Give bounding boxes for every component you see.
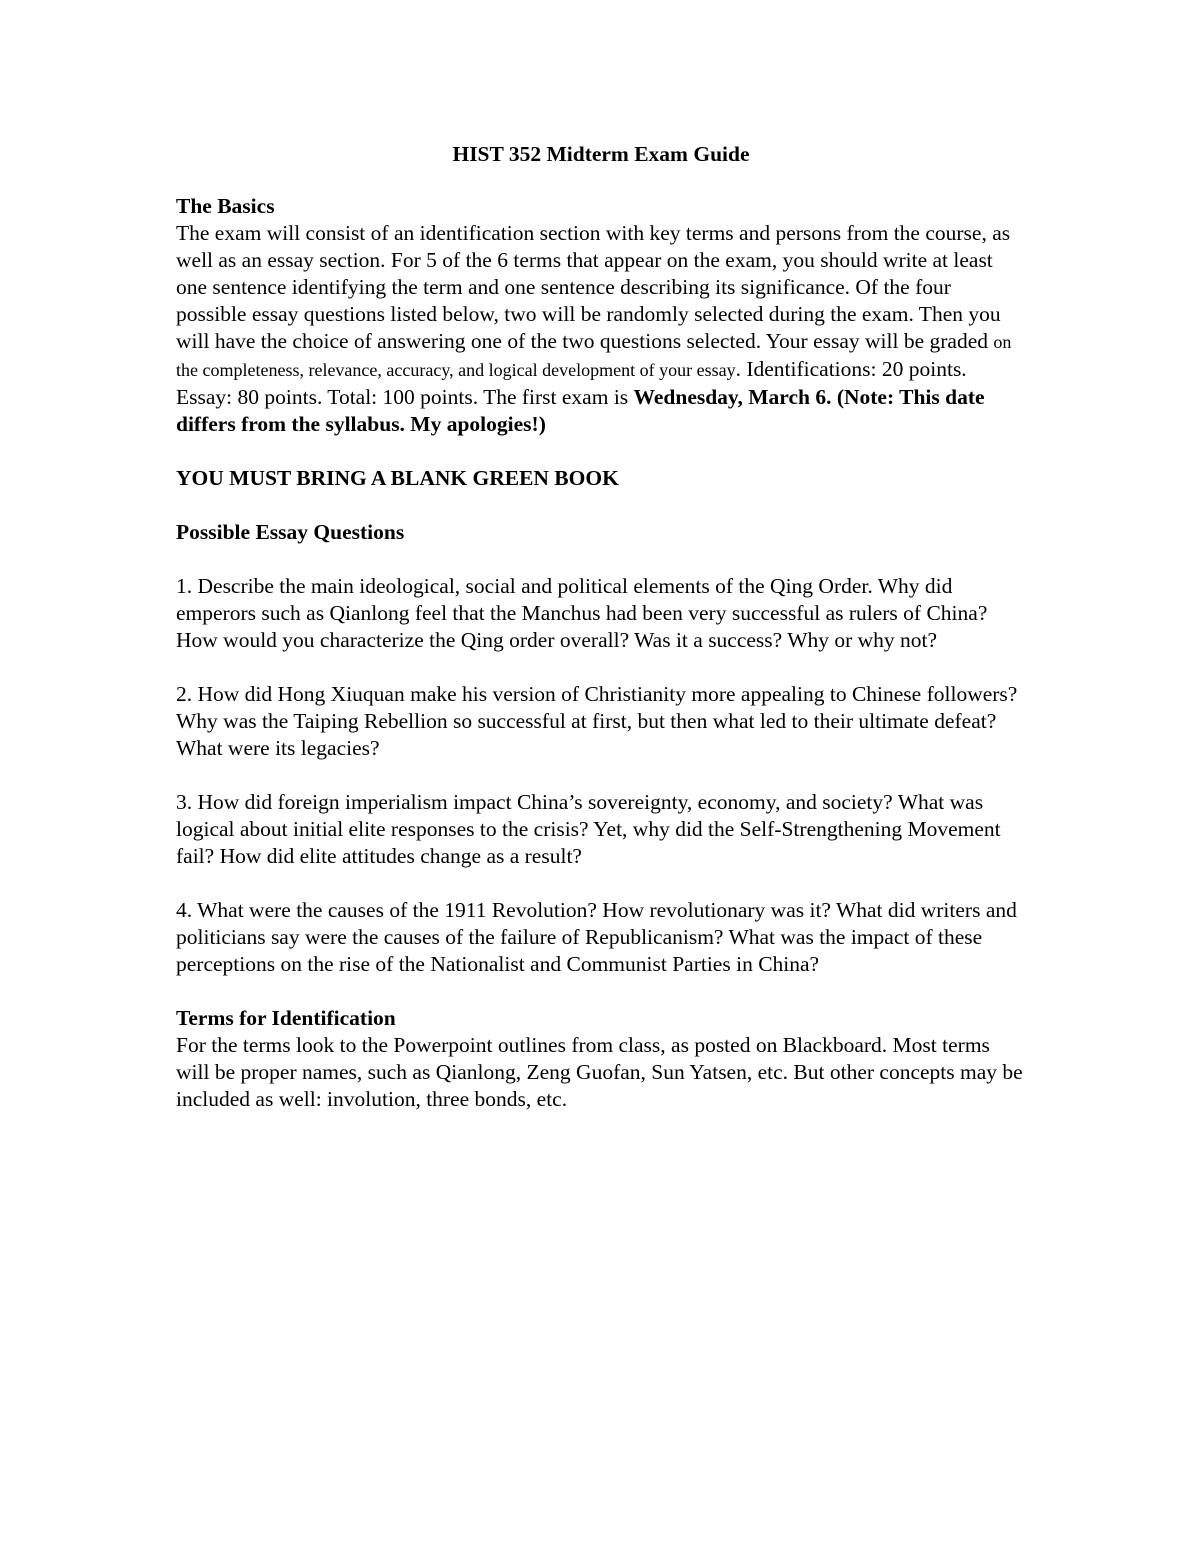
essay-heading-section — [176, 519, 1026, 546]
essay-question — [176, 789, 1026, 870]
essay-question — [176, 897, 1026, 978]
essay-heading: Possible Essay Questions — [176, 520, 405, 544]
terms-paragraph: For the terms look to the Powerpoint outlines from class, as posted on Blackboard. Most terms will be proper names, such as Qianlong, Zeng Guofan, Sun Yatsen, etc. But other concepts may be included as well: involution, three bonds, etc. — [176, 1033, 1023, 1111]
document-title: HIST 352 Midterm Exam Guide — [452, 142, 750, 166]
basics-section — [176, 193, 1026, 438]
basics-paragraph — [176, 220, 1026, 438]
terms-heading: Terms for Identification — [176, 1006, 396, 1030]
essay-question — [176, 573, 1026, 654]
basics-heading: The Basics — [176, 194, 275, 218]
exam-date-note: Wednesday, March 6. (Note: This date differs from the syllabus. My apologies!) — [176, 385, 985, 436]
basics-text-small: on the completeness, relevance, accuracy, and logical development of your essay — [176, 332, 1012, 380]
terms-section — [176, 1005, 1026, 1113]
essay-question-2: 2. How did Hong Xiuquan make his version of Christianity more appealing to Chinese followers? Why was the Taiping Rebellion so successful at first, but then what led to their ultimate defeat? What were its legacies? — [176, 682, 1018, 760]
basics-text-1: The exam will consist of an identification section with key terms and persons from the course, as well as an essay section. For 5 of the 6 terms that appear on the exam, you should write at least one sentence identifying the term and one sentence describing its significance. Of the four possible essay questions listed below, two will be randomly selected during the exam. Then you will have the choice of answering one of the two questions selected. Your essay will be graded — [176, 221, 1011, 353]
essay-question-3: 3. How did foreign imperialism impact China’s sovereignty, economy, and society? What was logical about initial elite responses to the crisis? Yet, why did the Self-Strengthening Movement fail? How did elite attitudes change as a result? — [176, 790, 1001, 868]
basics-text-2: . Identifications: 20 points. Essay: 80 points. Total: 100 points. The first exam is — [176, 357, 967, 409]
essay-question-4: 4. What were the causes of the 1911 Revolution? How revolutionary was it? What did writers and politicians say were the causes of the failure of Republicanism? What was the impact of these perceptions on the rise of the Nationalist and Communist Parties in China? — [176, 898, 1017, 976]
green-book-notice-section — [176, 465, 1026, 492]
green-book-notice: YOU MUST BRING A BLANK GREEN BOOK — [176, 466, 619, 490]
essay-question-1: 1. Describe the main ideological, social and political elements of the Qing Order. Why did emperors such as Qianlong feel that the Manchus had been very successful as rulers of China? How would you characterize the Qing order overall? Was it a success? Why or why not? — [176, 574, 988, 652]
document-page — [176, 141, 1026, 1113]
essay-question — [176, 681, 1026, 762]
